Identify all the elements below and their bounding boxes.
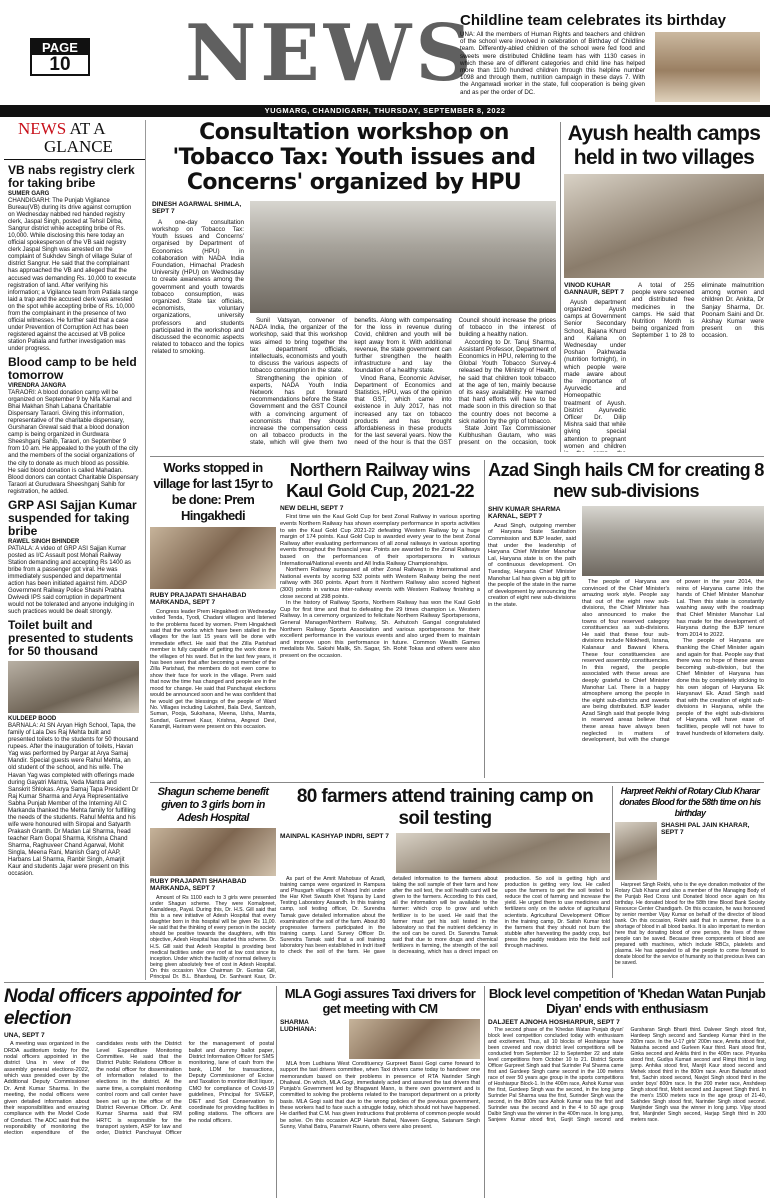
glance-heading-at: AT A [69,120,106,138]
gogi-story-para: MLA from Ludhiana West Constituency Gurpreet Bassi Gogi came forward to support the taxi drivers committee, when Taxi drivers came today to handover one memorandum based on their problems in presence of RTA Narinder Singh Dhaliwal. On which, MLA Gogi, immediately acted and assured the taxi drivers that Punjab's Government led by Bhagwant Mann, is there own government and is committed to solving the problems related to the transport department on a priority basis. MLA Gogi said that due to the wrong policies of the previous government, these workers had to face such a struggle today, which should not have happened. He clarified that C.M. has given instructions that problems of common people would be solve. On this occasion ACP Harish Bahal, Naveen Gogna, Satanam Singh Sunny, Vishal Batra, Paramvir Raunn, others were also present. [280,1061,480,1130]
glance-heading-2: GLANCE [4,138,145,160]
top-story-title: Childline team celebrates its birthday [460,12,726,29]
railway-story-byline: NEW DELHI, SEPT 7 [280,505,344,512]
glance-item-title: Blood camp to be held tomorrow [8,355,137,383]
azad-story-para: The people of Haryana are convinced of the Chief Minister's amazing work style. People say that out of the eight new sub-divisions, the Chief Minister has also announced to make the towns of four reserved category constituencies as sub-divisions. He said that these four sub-divisions include Nilokhedi, Israna, Kalanaur and Bawani Khera. These four constituencies are reserved assembly constituencies. In this regard, the people associated with these areas are deeply grateful to Chief Minister Manohar Lal. There is a happy atmosphere among the people in the eight sub-districts and sweets are being distributed. BJP leader Azad Singh said that people living in reserved areas believe that these areas have always been neglected in matters of development, but with the change of power in the year 2014, the reins of Haryana came into the hands of Chief Minister Manohar Lal. Then this state is constantly washing away with the roadmap that Chief Minister Manohar Lal has made for the development of Haryana during the BJP tenure from 2014 to 2022. [582,579,764,744]
azad-story-para: Azad Singh, outgoing member of Haryana State Sanitation Commission and BJP leader, said that under the leadership of Haryana Chief Minister Manohar Lal, Haryana state is on the path of continuous development. On Tuesday, Haryana Chief Minister Manohar Lal has given a big gift to the people of the state in the name of development by announcing the creation of eight new sub-divisions in the state. [488,522,576,608]
azad-story-byline: SHIV KUMAR SHARMA KARNAL, SEPT 7 [488,506,561,521]
gogi-story-byline: SHARMA LUDHIANA: [280,1019,317,1034]
gogi-story-photo [349,1019,480,1059]
khedan-story-byline: DALJEET AJNOHA HOSHIARPUR, SEPT 7 [488,1019,620,1026]
lead-story-para: A one-day consultation workshop on 'Tobacco Tax: Youth Issues and Concerns' organised by Department of Economics (HPU) in collaboration with NADA India Foundation, Himachal Pradesh University (HPU) on Wednesday to create awareness among the government and youth towards tobacco consumption, was organized. State tax officials, economists, voluntary organizations, university professors and students participated in the workshop and discussed the economic aspects related to tobacco and the topics related to smoking. [152,218,244,356]
khedan-story [488,986,766,1198]
rekhi-story-para: Harpreet Singh Rekhi, who is the eye donation motivator of the Rotary Club Kharar and also a member of the Managing Body of the Punjab Red Cross unit Donated blood once again on his birthday. He donated blood for the 58th time Blood Bank Society Resource Center Chandigarh. On this occasion, he was honoured by senior member Vijay Kumar on behalf of the director of blood bank. On this occasion, Rekhi said that in summer, there is a shortage of blood in all blood banks. It is also important to mention here that by donating blood of one person, the lives of three people can be saved. Because three components of blood are prepared with machines, which include RBCs, platelets and plasma. He has appealed to all the people to come forward to donate blood for the service of humanity so that precious lives can be saved. [615,882,765,966]
farmers-story-photo [396,833,610,873]
railway-story [280,460,480,782]
top-story-childline [460,12,760,102]
page-label: PAGE [32,40,88,55]
farmers-story-title: 80 farmers attend training camp on soil testing [296,786,594,829]
top-story-body: UNA: All the members of Human Rights and teachers and children of the school were involved in celebration of Birthday of Childline team. Differently-abled children of the school were fed food and sweets were distributed Childline team has with 1130 cases in which these are of different categories and child line has helped more than 1100 hundred children through this helpline number 1098 and through them, nutrition campaign in these days 7. With the Anganwadi worker in the state, full cooperation is being given and as per the order of DC. [460,31,645,96]
glance-item-title: VB nabs registry clerk for taking bribe [8,163,135,190]
glance-item-byline: SUMER GARG [8,191,50,197]
page-number-box [30,38,90,76]
works-story-byline: RUBY PRAJAPATI SHAHABAD MARKANDA, SEPT 7 [150,592,247,607]
nodal-story-para: A meeting was organized in the DRDA auditorium today for the nodal officers appointed in the district Una in view of the assembly general elections-2022, which was presided over by the Additional Deputy Commissioner Dr. Amit Kumar Sharma. In the meeting, the nodal officers were given detailed information about their responsibilities and ensuring compliance with the Model Code of Conduct. The ADC said that the responsibility of monitoring the election expenditure of the candidates rests with the District Level Expenditure Monitoring Committee. He said that the District Public Relations Officer is the nodal officer for dissemination of information related to the elections in the district. At the same time, a complaint monitoring control room and call center have been set up in the office of the District Revenue Officer. Dr. Amit Kumar Sharma said that RM HRTC is responsible for the transport system, ASP for law and order, District Panchayat Officer for the management of postal ballot and dummy ballot paper, District Information Officer for SMS monitoring, lane of cash from the bank, LDM for transactions, Deputy Commissioner of Excise and Taxation to monitor illicit liquor, CMO for compliance of Covid-19 guidelines, Principal for SVEEP, DIET and Soil Conservation to coordinate for providing facilities in polling stations. The officers are the nodal officers. [4,1041,274,1137]
nodal-story [4,986,274,1198]
railway-story-para: In the history of Railway Sports, Northern Railway has won the Kaul Gold Cup for first time and that to defeating the 29 times champion i.e. Western Railway. In a ceremony organized to felicitate Northern Railway Sportspersons, General Manager/Northern Railway, Sh. Ashutosh Gangal congratulated Northern Railway Sports Association and various sportspersons for their excellent performance in the various events and also urged them to maintain and improve upon this performance in future. Common Wealth Games medalists Ms. Sakshi Malik, Sh. Sagar, Sh. Rohit Tokas and others were also present on the occasion. [280,600,480,659]
works-story-photo [150,527,276,589]
glance-item-body: CHANDIGARH: The Punjab Vigilance Bureau(VB) during its drive against corruption on Wednesday nabbed red handed registry clerk, Jaspal Singh, posted at Tehsil Dirba, Sangrur district while accepting bribe of Rs. 10,000. While disclosing this here today an official spokesperson of the VB said registry clerk Jaspal Singh was arrested on the complaint of Sukhdev Singh of village Sular of district Sangrur. He said that the complainant has approached the VB and alleged that the accused was demanding Rs. 10,000 to execute registration of land. After verifying his information; a Vigilance team from Patiala range laid a trap and the accused clerk was arrested on the spot while accepting bribe of Rs. 10,000 from the complainant in the presence of two official witnesses. He further said that a case under Prevention of Corruption Act has been registered against the accused at VB police station Patiala and further investigation was under progress. [8,197,138,352]
lead-story-title: Consultation workshop on 'Tobacco Tax: Youth issues and Concerns' organized by HPU [172,120,536,195]
glance-item-title: GRP ASI Sajjan Kumar suspended for taking bribe [8,497,137,538]
farmers-story-para: As part of the Amrit Mahotsav of Azadi, training camps were organized in Rampura and Phusgarh villages of Khand Indri under the Har Khet Swasth Khet Yojana by Land Testing Laboratory Assandh. In this training camp, soil testing officer, Dr. Surendra Tamak gave detailed information about the examination of the soil of the farm. About 80 progressive farmers participated in the training camp. Land Survey Officer Dr. Surendra Tamak said that a soil training laboratory has been established in Indri itself to check the soil of the farm. He gave detailed information to the farmers about taking the soil sample of their farm and how after the soil test, the soil health card will be given to the farmers. According to this card, all the information will be available to the farmer: which crop to grow and which fertilizer is to be used. He said that the farmer must get his soil tested in the laboratory so that the nutrient deficiency in the soil can be cured. Dr. Surendra Tamak said that due to more drugs and chemical fertilizers in farming, the strength of the soil is decreasing, which has a direct impact on production. So soil is getting high and production is getting very low. He called upon the farmers to get the soil tested to reduce the cost of farming and increase the yield. He urged them to use medicines and fertilizers only on the advice of agricultural scientists. Agricultural Development Officer in the training camp, Dr. Satish Kumar told the farmers that they should not burn the stubble after harvesting the paddy crop, but press the paddy residues into the field soil through machines. [280,876,610,956]
lead-story-para: Strengthening the opinion of experts, NADA Youth India Network has put forward recommendations before the State Government and the GST Council with a convincing argument of economists that they should increase the compensation cess on all tobacco products in the state, which will give them two benefits. Along with compensating for the loss in revenue during Covid, children and youth will be kept away from it. With additional revenue, the state government can further strengthen the health infrastructure and lay the foundation of a healthy state. [250,317,452,447]
rekhi-story-byline: SHASHI PAL JAIN KHARAR, SEPT 7 [661,822,750,837]
lead-story-photo [250,201,556,313]
ayush-story-title: Ayush health camps held in two villages [567,122,761,169]
ayush-story-para: A total of 255 people were screened and distributed free medicines in the camps. He said that Nutrition Month is being organized from September 1 to 28 to eliminate malnutrition among women and children Dr. Ankita, Dr Sanjay Sharma, Dr. Poonam Saini and Dr. Akshay Kumar were present on this occasion. [632,282,764,340]
glance-item [8,164,139,352]
glance-item-body: PATIALA: A video of GRP ASI Sajjan Kumar posted as I/C Assault post Mohali Railway Station demanding and accepting Rs 1400 as bribe from a passenger got viral. He was immediately suspended and departmental action has been initiated against him. ADGP Government Railway Police Shashi Prabha Dwivedi IPS said corruption in department would not be tolerated and anyone indulging in such practices would be dealt strongly. [8,544,135,616]
glance-item [8,619,139,877]
top-story-photo [655,32,760,102]
works-story-title: Works stopped in village for last 15yr to be done: Prem Hingakhedi [153,460,273,523]
gogi-story-title: MLA Gogi assures Taxi drivers for get meeting with CM [284,986,476,1016]
glance-item-byline: RAWEL SINGH BHINDER [8,538,80,545]
rekhi-story-photo [615,822,657,880]
railway-story-para: First time win the Kaul Gold Cup for best Zonal Railway in various sporting events Northern Railway has shown exemplary performance in sports activities to win the Kaul Gold Cup 2021-22 defeating Western Railway by a huge margin of 174 points. Kaul Gold Cup is awarded every year to the best Zonal Railway after evaluating performances of all zonal railways in various sporting events throughout the financial year. Points are awarded to the Zonal Railways based on the performances of their sportspersons in various International/National events and All India Railway Championships. [280,514,480,567]
azad-story-title: Azad Singh hails CM for creating 8 new sub-divisions [488,460,764,501]
rekhi-story [615,786,765,980]
dateline: YUGMARG, CHANDIGARH, THURSDAY, SEPTEMBER 8, 2022 [0,105,770,117]
glance-item [8,499,139,615]
lead-story-para: State Joint Tax Commissioner Kulbhushan Gautam, who was present on the occasion, took [458,425,556,447]
shagun-story [150,786,276,980]
works-story-para: Congress leader Prem Hingakhedi on Wednesday visited Tenda, Tyodi, Chadani villages and listened to the problems faced by women. Prem Hingakhedi said that the works which have been stalled in the villages for the last 15 years will be done with immediate effect. He said that the Zilla Parishad member is fully capable of getting the work done in the villages of his ward. But in the last few years, it has been seen that after becoming a member of the Zilla Parishad, the members do not even come to show their face for work in the village. Prem said that now the time has changed and people are in the mood for change. He said that Panchayat elections would be announced soon and he was confident that he would get the blessings of the people of Ward No. Villages including Lakshmi, Bala Devi, Santosh, Suman, Pooja, Sukshana, Meena, Usha, Mamta, Sundari, Gurmeet Kaur, Krishna, Angrezi Devi, Karamjit, Hariram were present on this occasion. [150,608,276,731]
azad-story [488,460,764,782]
glance-item [8,356,139,495]
gogi-story [280,986,480,1198]
page-number: 10 [49,54,71,75]
glance-item-body: BARNALA: At SN Aryan High School, Tapa, the family of Lala Des Raj Mehta built and presented toilets to the students for 50 thousand rupees. After the inauguration of toilets, Havan Yag was performed by Pargar at Arya Samaj Mandir. Special guests were Rahul Mehta, an old student of the school, and his wife. The Havan Yag was completed with offerings made during Gayatri Mantra, Veda Mantra and Sanskrit Shlokas. Arya Samaj Tapa President Dr Raj Kumar Sharma and Arya Representative Sabha Punjab Member of the Interning All C Markanda thanked the Mehta family for fulfilling the needs of the students. Rahul Mehta and his wife were honoured with Siropai and Satyarth Prakash Granth. Dr Madan Lal Sharma, head teacher Ram Gopal Sharma, Krishna Chand Sharma, Raghuveer Chand Agarwal, Mohit Singla, Meena Rani, Manish Garg of AAP, Harbans Lal Sharma, Ranbir Singh, Amarjit Kaur and students Jajar were present on this occasion. [8,722,139,878]
lead-story-para: According to Dr. Tanuj Sharma, Assistant Professor, Department of Economics in HPU, referring to the Global Youth Tobacco Survey-4 released by the Ministry of Health, he said that children took tobacco at the age of ten, mainly because of its easy availability. He warned that hard efforts will have to be made soon in this direction so that the country does not become a sick nation by the grip of tobacco. [458,338,556,425]
farmers-story-byline: MAINPAL KASHYAP INDRI, SEPT 7 [280,833,389,840]
shagun-story-byline: RUBY PRAJAPATI SHAHABAD MARKANDA, SEPT 7 [150,878,247,893]
nodal-story-byline: UNA, SEPT 7 [4,1032,45,1039]
khedan-story-para: The second phase of the 'Khedan Watan Punjab diyan' block level competition concluded today with enthusiasm and excitement. Thus, all 10 blocks of Hoshiarpur have been covered and now district level competitions will be conducted from September 12 to September 22 and state level competitions from October 10 to 21. District Sports Officer Gurpreet Singh said that Surinder Pal Sharma came first and Gurdeep Singh came second in the 100 meters race of over 50 years age group in the sports competitions of Hoshiarpur Block-1. In the 400m race, Ashok Kumar was the first, Gurdeep Singh was the second, in the long jump Surinder Pal Sharma was the first, Surinder Singh was the second, in the 800m race Ashok Kumar was the first and Surinder was the second and in the 4 to 50 age group Dalbir Singh was the winner in the 400m race. In long jump, Sanjeev Kumar stood first, Gurjit Singh second and Gursharan Singh Bharti third. Dalveer Singh stood first, Hardeep Singh second and Sandeep Kumar third in the 200m race. In the U-17 girls' 200m race, Amrita stood first, Natasha second and Gurleen Kaur third. Rani stood first, Ginka second and Ankita third in the 400m race. Priyanka stood first, Gudiya Kumari second and Rimpi third in long jump. Anhika stood first, Manjit Kaur stood second and Mehek stood third in the 800m race. Arun Bahadur stood first, Sachin stood second, Navjot Singh stood third in the under boys' 800m race. In the 200 meter race, Anshdeep Singh stood first, Mohit second and Jaspreet Singh third. In the men's 1500 meters race in the age group of 21-40, Sukhdev Singh stood first, Narinder Singh stood second. Manjinder Singh was the winner in long jump. Vijay stood first, Manjinder Singh second, Harjap Singh third in 200 meters race. [488,1027,766,1123]
ayush-story-byline: VINOD KUHAR GANNAUR, SEPT 7 [564,282,625,297]
glance-heading-red: NEWS [18,120,67,138]
glance-item-title: Toilet built and presented to students for 50 thousand [8,618,134,659]
glance-item-byline: KULDEEP BOOD [8,716,57,723]
glance-item-photo [8,661,139,713]
lead-story [152,120,556,452]
ayush-story [564,122,764,452]
glance-heading [4,120,145,138]
masthead: NEWS [185,8,476,99]
lead-story-para: Vinod Rana, Economic Adviser, Department of Economics and Statistics, HPU, was of the opinion that GST, which came into existence in July 2017, has not increased any tax on tobacco products and has brought affordableness in these products for the last several years. Now the need of the hour is that the GST Council should increase the prices of tobacco in the interest of building a healthy nation. [354,317,556,447]
lead-story-para: Sunil Vatsyan, convener of NADA India, the organizer of the workshop, said that this workshop was aimed to bring together the tax department officials, intellectuals, economists and youth to discuss the various aspects of tobacco consumption in the state. [250,317,348,375]
azad-story-photo [582,506,764,576]
farmers-story [280,786,610,980]
ayush-story-para: Ayush department organized Ayush camps at Government Senior Secondary School, Bajana Khurd and Kailana on Wednesday under Poshan Pakhwada (nutrition fortnight), in which people were made aware about the importance of Ayurvedic and Homeopathic treatment of Ayush. District Ayurvedic Officer Dr. Dilip Mishra said that while giving special attention to pregnant women and children [564,298,626,450]
works-story [150,460,276,782]
shagun-story-photo [150,828,276,876]
railway-story-title: Northern Railway wins Kaul Gold Cup, 2021-22 [286,460,474,501]
lead-story-byline: DINESH AGARWAL SHIMLA, SEPT 7 [152,201,242,216]
glance-item-byline: VIRENDRA JANGRA [8,383,67,390]
railway-story-para: Northern Railway surpassed all other Zonal Railways in International and National events by scoring 532 points with Western Railway being the next railway with 360 points. Apart from it Northern Railway also scored highest (300) points in various inter-railway events with Western Railway finishing a close second at 298 points. [280,567,480,600]
ayush-story-photo [564,174,764,278]
shagun-story-title: Shagun scheme benefit given to 3 girls born in Adesh Hospital [157,786,269,824]
news-at-a-glance [4,120,146,980]
glance-item-body: TARAORI: A blood donation camp will be organized on September 9 by Nifa Karnal and Bhai Makhan Shah Labana Charitable Dispensary Taraori. Giving this information, representative of the charitable dispensary, Gursharan Grewal said that a blood donation camp is being organized in Gurdwara Sheeshganj Sahib, Taraori, on September 9 from 10 am. He appealed to the youth of the city and the members of the social organizations of the city to donate as much blood as possible. He said blood donation is called Mahadan. Blood donors can contact Charitable Dispensary Taraori at Gurudwara Sheeshganj Sahib for registration, he added. [8,389,139,495]
shagun-story-para: Amount of Rs 1100 each to 3 girls were presented under Shagun scheme. They were Komalpreet, Kamaldeep, Payal. During this, Dr. H.S. Gill said that this is a new initiative of Adesh Hospital that every daughter born in this hospital will be given Rs 11,00. He said that the thinking of every person in the society should be positive towards the daughters, with this objective, Adesh Hospital has started this scheme. Dr. H.S. Gill said that Adesh Hospital is providing best medical facilities under one roof at low cost since its inception. Under which the facility of normal delivery is being given absolutely free of cost in Adesh Hospital. On this occasion Vice Chairman Dr. Guntas Gill, Principal Dr. B.L. Bhardwaj, Dr. Sanhvant Kaur, Dr. [150,894,276,980]
nodal-story-title: Nodal officers appointed for election [4,986,241,1029]
khedan-story-title: Block level competition of 'Khedan Watan Punjab Diyan' ends with enthusiasm [488,986,766,1016]
rekhi-story-title: Harpreet Rekhi of Rotary Club Kharar donates Blood for the 58th time on his birthday [619,786,761,818]
azad-story-para: The people of Haryana are thanking the Chief Minister again and again for that. People say that there was no hope of these areas becoming sub-division, but the Chief Minister of Haryana has done this by completely sticking to his own slogan of Haryana Ek Haryanavi Ek. Azad Singh said that with the creation of eight sub-divisions in Haryana, while the people of the eight sub-divisions of Haryana will have ease of facilities, people will not have to travel hundreds of kilometers daily. [676,638,764,737]
